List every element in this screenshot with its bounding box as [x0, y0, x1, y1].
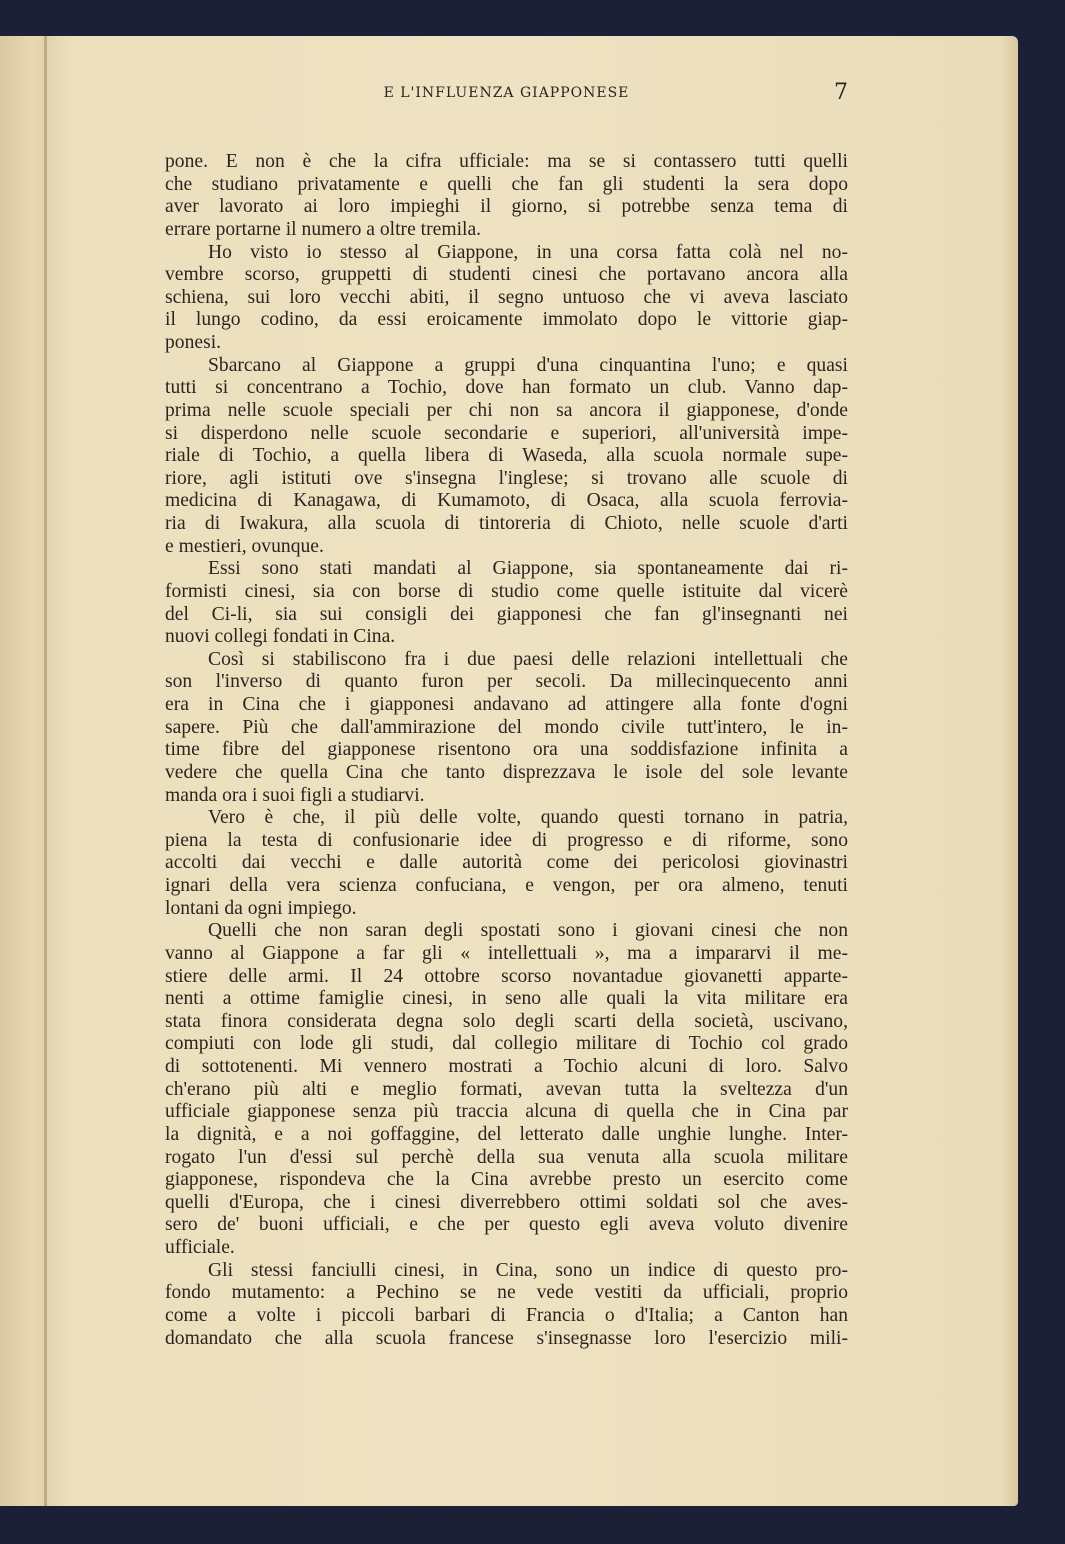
- text-line: come a volte i piccoli barbari di Francia o d'Italia; a Canton han: [165, 1304, 848, 1326]
- text-line: son l'inverso di quanto furon per secoli. Da millecinquecento anni: [165, 671, 848, 693]
- text-line: piena la testa di confusionarie idee di progresso e di riforme, sono: [165, 829, 848, 851]
- text-line: aver lavorato ai loro impieghi il giorno, si potrebbe senza tema di: [165, 196, 848, 218]
- text-line: Gli stessi fanciulli cinesi, in Cina, sono un indice di questo pro-: [208, 1259, 848, 1281]
- paragraph: [165, 558, 848, 649]
- text-line: vanno al Giappone a far gli « intellettuali », ma a impararvi il me-: [165, 942, 848, 964]
- text-line: ufficiale.: [165, 1237, 235, 1258]
- text-line: che studiano privatamente e quelli che fan gli studenti la sera dopo: [165, 173, 848, 195]
- text-line: Vero è che, il più delle volte, quando questi tornano in patria,: [208, 807, 848, 829]
- paragraph: [165, 355, 848, 559]
- text-line: Essi sono stati mandati al Giappone, sia spontaneamente dai ri-: [208, 558, 848, 580]
- text-line: rogato l'un d'essi sul perchè della sua venuta alla scuola militare: [165, 1146, 848, 1168]
- text-line: si disperdono nelle scuole secondarie e superiori, all'università impe-: [165, 422, 848, 444]
- text-line: pone. E non è che la cifra ufficiale: ma se si contassero tutti quelli: [165, 151, 848, 172]
- text-line: e mestieri, ovunque.: [165, 535, 324, 557]
- paragraph: [165, 649, 848, 807]
- text-line: lontani da ogni impiego.: [165, 897, 357, 919]
- text-line: Ho visto io stesso al Giappone, in una corsa fatta colà nel no-: [208, 241, 848, 263]
- text-line: sero de' buoni ufficiali, e che per questo egli aveva voluto divenire: [165, 1214, 848, 1236]
- text-line: il lungo codino, da essi eroicamente immolato dopo le vittorie giap-: [165, 309, 848, 331]
- body-text: [165, 151, 848, 1350]
- text-line: Sbarcano al Giappone a gruppi d'una cinquantina l'uno; e quasi: [208, 354, 848, 376]
- binding-edge: [44, 36, 47, 1506]
- paragraph: [165, 151, 848, 242]
- text-line: di sottotenenti. Mi vennero mostrati a Tochio alcuni di loro. Salvo: [165, 1056, 848, 1077]
- text-line: tutti si concentrano a Tochio, dove han formato un club. Vanno dap-: [165, 377, 848, 399]
- text-line: fondo mutamento: a Pechino se ne vede vestiti da ufficiali, proprio: [165, 1282, 848, 1304]
- text-line: ria di Iwakura, alla scuola di tintoreria di Chioto, nelle scuole d'arti: [165, 513, 848, 534]
- text-line: quelli d'Europa, che i cinesi diverrebbero ottimi soldati sol che aves-: [165, 1191, 848, 1213]
- text-line: accolti dai vecchi e dalle autorità come dei pericolosi giovinastri: [165, 852, 848, 874]
- text-line: ponesi.: [165, 332, 222, 353]
- text-line: vedere che quella Cina che tanto disprezzava le isole del sole levante: [165, 761, 848, 783]
- text-line: compiuti con lode gli studi, dal collegio militare di Tochio col grado: [165, 1033, 848, 1055]
- text-line: ignari della vera scienza confuciana, e vengon, per ora almeno, tenuti: [165, 875, 848, 896]
- text-line: manda ora i suoi figli a studiarvi.: [165, 784, 425, 806]
- text-line: vembre scorso, gruppetti di studenti cinesi che portavano ancora alla: [165, 264, 848, 286]
- page-header: [165, 82, 848, 104]
- text-line: sapere. Più che dall'ammirazione del mondo civile tutt'intero, le in-: [165, 716, 848, 738]
- text-line: stata finora considerata degna solo degli scarti della società, uscivano,: [165, 1010, 848, 1032]
- text-line: errare portarne il numero a oltre tremila.: [165, 218, 482, 240]
- paragraph: [165, 242, 848, 355]
- text-line: prima nelle scuole speciali per chi non sa ancora il giapponese, d'onde: [165, 399, 848, 421]
- text-line: formisti cinesi, sia con borse di studio come quelle istituite dal vicerè: [165, 580, 848, 602]
- text-line: ufficiale giapponese senza più traccia alcuna di quella che in Cina par: [165, 1101, 848, 1123]
- text-line: del Ci-li, sia sui consigli dei giapponesi che fan gl'insegnanti nei: [165, 603, 848, 625]
- page-number: 7: [834, 80, 848, 105]
- text-line: stiere delle armi. Il 24 ottobre scorso novantadue giovanetti apparte-: [165, 965, 848, 987]
- text-line: nuovi collegi fondati in Cina.: [165, 626, 396, 648]
- text-line: Così si stabiliscono fra i due paesi delle relazioni intellettuali che: [208, 648, 848, 670]
- text-line: era in Cina che i giapponesi andavano ad attingere alla fonte d'ogni: [165, 694, 848, 715]
- text-line: riale di Tochio, a quella libera di Waseda, alla scuola normale supe-: [165, 445, 848, 467]
- text-line: la dignità, e a noi goffaggine, del letterato dalle unghie lunghe. Inter-: [165, 1123, 848, 1145]
- running-title: E L'INFLUENZA GIAPPONESE: [383, 85, 630, 101]
- text-line: time fibre del giapponese risentono ora una soddisfazione infinita a: [165, 739, 848, 761]
- paragraph: [165, 1260, 848, 1351]
- text-line: giapponese, rispondeva che la Cina avrebbe presto un esercito come: [165, 1169, 848, 1191]
- text-line: ch'erano più alti e meglio formati, avevan tutta la sveltezza d'un: [165, 1078, 848, 1100]
- text-line: riore, agli istituti ove s'insegna l'inglese; si trovano alle scuole di: [165, 467, 848, 489]
- paragraph: [165, 920, 848, 1259]
- text-line: Quelli che non saran degli spostati sono i giovani cinesi che non: [208, 920, 848, 942]
- text-line: domandato che alla scuola francese s'insegnasse loro l'esercizio mili-: [165, 1327, 848, 1349]
- paragraph: [165, 807, 848, 920]
- text-line: medicina di Kanagawa, di Kumamoto, di Osaca, alla scuola ferrovia-: [165, 490, 848, 512]
- text-line: schiena, sui loro vecchi abiti, il segno untuoso che vi aveva lasciato: [165, 286, 848, 308]
- text-line: nenti a ottime famiglie cinesi, in seno alle quali la vita militare era: [165, 988, 848, 1010]
